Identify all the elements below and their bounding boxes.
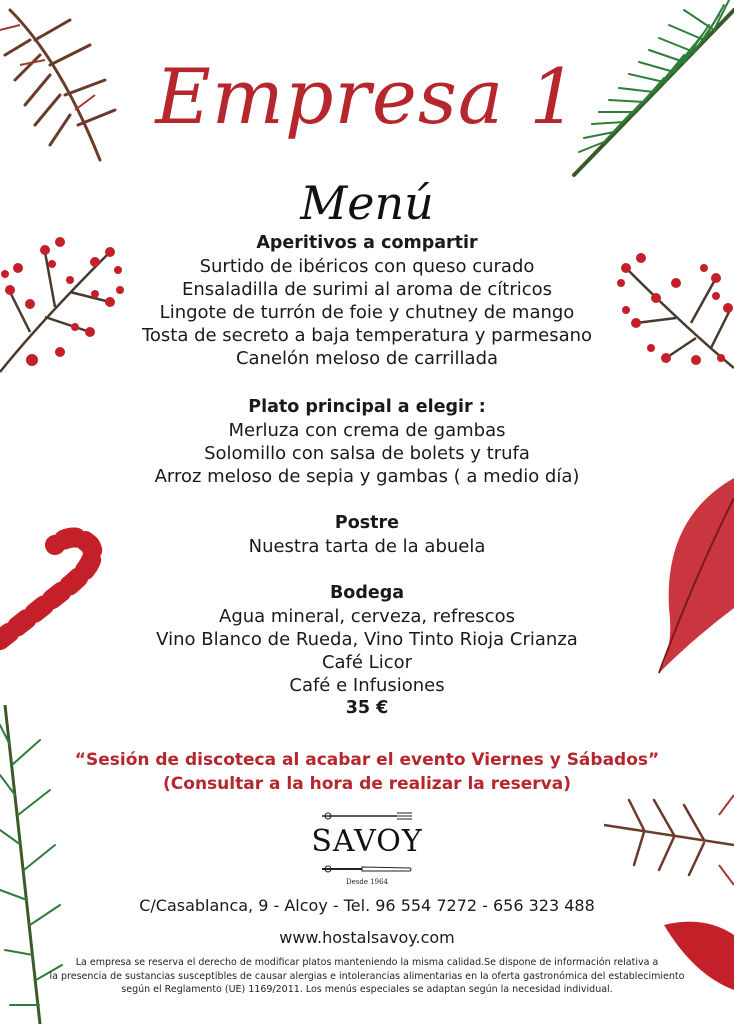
- section-heading: Plato principal a elegir :: [248, 397, 486, 417]
- section-plato-principal: [0, 396, 734, 488]
- logo-name: SAVOY: [311, 824, 423, 859]
- dish-item: Ensaladilla de surimi al aroma de cítricos: [181, 279, 553, 300]
- dish-item: Tosta de secreto a baja temperatura y parmesano: [141, 325, 593, 346]
- logo-established: Desde 1964: [345, 878, 388, 886]
- dish-item: Solomillo con salsa de bolets y trufa: [204, 443, 530, 464]
- website-link[interactable]: www.hostalsavoy.com: [279, 928, 455, 947]
- disclaimer-line: la presencia de sustancias susceptibles de causar alergias e intolerancias alimentarias en la oferta gastronómica del establecimiento: [49, 970, 685, 982]
- section-postre: [0, 512, 734, 558]
- promo-line: (Consultar a la hora de realizar la reserva): [163, 774, 571, 794]
- savoy-logo: [287, 806, 447, 886]
- section-heading: Bodega: [329, 583, 405, 603]
- dish-item: Lingote de turrón de foie y chutney de mango: [159, 302, 575, 323]
- section-heading: Postre: [334, 513, 400, 533]
- section-aperitivos: [0, 232, 734, 370]
- address-line: C/Casablanca, 9 - Alcoy - Tel. 96 554 7272 - 656 323 488: [139, 896, 595, 915]
- drink-item: Agua mineral, cerveza, refrescos: [219, 606, 515, 627]
- brown-branch-bottom-right-icon: [604, 785, 734, 895]
- menu-subtitle: Menú: [300, 176, 434, 230]
- dish-item: Merluza con crema de gambas: [228, 420, 506, 441]
- disclaimer-line: La empresa se reserva el derecho de modificar platos manteniendo la misma calidad.Se dispone de información relativa a: [75, 957, 659, 968]
- drink-item: Café e Infusiones: [289, 675, 445, 696]
- menu-title: Empresa 1: [155, 52, 579, 141]
- promo-line: “Sesión de discoteca al acabar el evento Viernes y Sábados”: [74, 750, 660, 770]
- disclaimer: [10, 956, 724, 997]
- dish-item: Surtido de ibéricos con queso curado: [199, 256, 535, 277]
- drink-item: Vino Blanco de Rueda, Vino Tinto Rioja Crianza: [156, 629, 578, 650]
- promo-notice: [0, 748, 734, 796]
- knife-icon: [322, 864, 412, 874]
- section-heading: Aperitivos a compartir: [256, 233, 478, 253]
- drink-item: Café Licor: [321, 652, 413, 673]
- dish-item: Arroz meloso de sepia y gambas ( a medio día): [154, 466, 580, 487]
- dish-item: Nuestra tarta de la abuela: [248, 536, 486, 557]
- section-bodega: [0, 582, 734, 720]
- menu-price: 35 €: [345, 698, 389, 718]
- disclaimer-line: según el Reglamento (UE) 1169/2011. Los menús especiales se adaptan según la necesidad individual.: [121, 984, 613, 995]
- dish-item: Canelón meloso de carrillada: [235, 348, 499, 369]
- fork-icon: [322, 811, 412, 821]
